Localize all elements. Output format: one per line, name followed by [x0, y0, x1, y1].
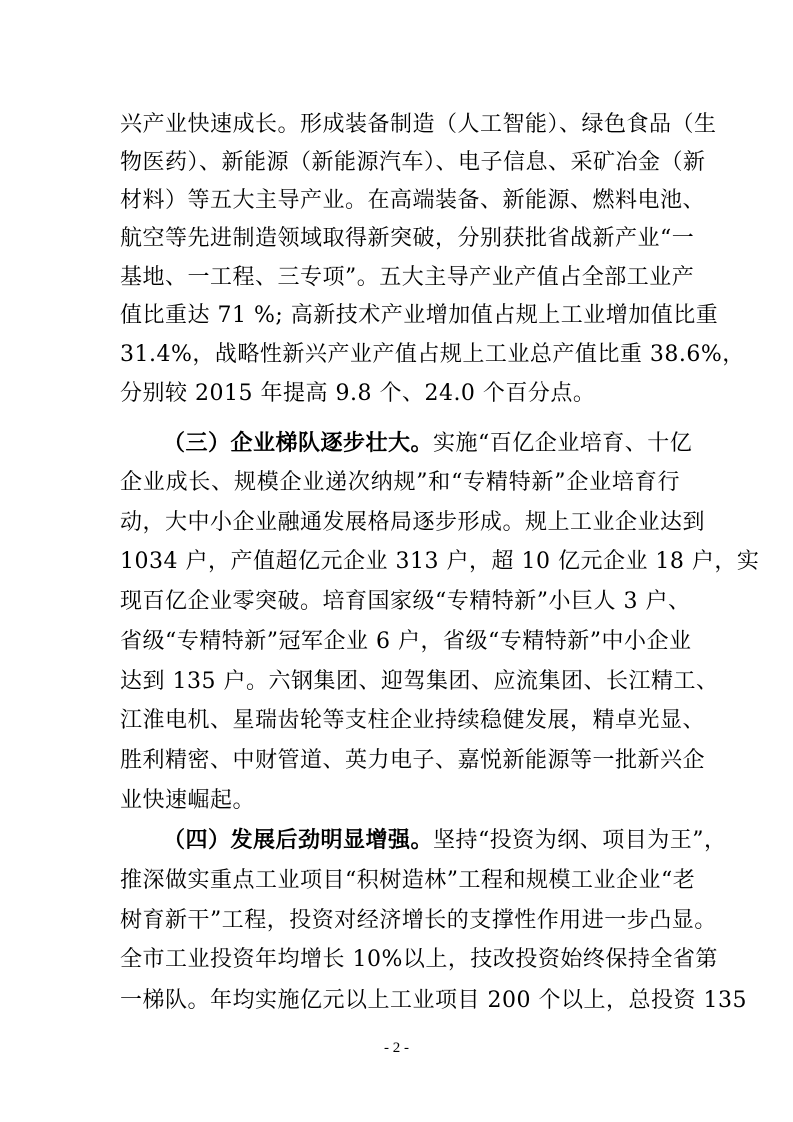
paragraph-line: 江淮电机、星瑞齿轮等支柱企业持续稳健发展，精卓光显、: [120, 708, 706, 733]
paragraph-line: 值比重达 71 %; 高新技术产业增加值占规上工业增加值比重: [120, 303, 719, 328]
paragraph-line: 企业成长、规模企业递次纳规”和“专精特新”企业培育行: [120, 470, 680, 495]
paragraph-line: 树育新干”工程，投资对经济增长的支撑性作用进一步凸显。: [120, 908, 717, 933]
paragraph-line: 一梯队。年均实施亿元以上工业项目 200 个以上，总投资 135: [120, 988, 747, 1013]
paragraph-line: 航空等先进制造领域取得新突破，分别获批省战新产业“一: [120, 226, 695, 251]
paragraph-line: 达到 135 户。六钢集团、迎驾集团、应流集团、长江精工、: [120, 669, 719, 694]
section-four-first-line: [163, 822, 727, 858]
paragraph-line: 31.4%，战略性新兴产业产值占规上工业总产值比重 38.6%，: [120, 342, 745, 367]
paragraph-line: 业快速崛起。: [120, 788, 256, 813]
paragraph-line: 兴产业快速成长。形成装备制造（人工智能）、绿色食品（生: [120, 112, 717, 137]
section-four-heading: （四）发展后劲明显增强。: [163, 827, 434, 853]
paragraph-text: 实施“百亿企业培育、十亿: [433, 431, 693, 456]
paragraph-line: 全市工业投资年均增长 10%以上，技改投资始终保持全省第: [120, 947, 718, 972]
page-number: - 2 -: [384, 1040, 409, 1056]
paragraph-line: 动，大中小企业融通发展格局逐步形成。规上工业企业达到: [120, 510, 706, 535]
paragraph-line: 材料）等五大主导产业。在高端装备、新能源、燃料电池、: [120, 188, 706, 213]
section-three-first-line: [163, 425, 693, 461]
paragraph-line: 物医药）、新能源（新能源汽车）、电子信息、采矿冶金（新: [120, 150, 706, 175]
paragraph-line: 1034 户，产值超亿元企业 313 户，超 10 亿元企业 18 户，实: [120, 549, 760, 574]
paragraph-line: 分别较 2015 年提高 9.8 个、24.0 个百分点。: [120, 381, 596, 406]
paragraph-line: 基地、一工程、三专项”。五大主导产业产值占全部工业产: [120, 265, 695, 290]
paragraph-line: 胜利精密、中财管道、英力电子、嘉悦新能源等一批新兴企: [120, 748, 706, 773]
paragraph-line: 推深做实重点工业项目“积树造林”工程和规模工业企业“老: [120, 868, 696, 893]
paragraph-text: 坚持“投资为纲、项目为王”，: [433, 828, 727, 853]
section-three-heading: （三）企业梯队逐步壮大。: [163, 430, 434, 456]
paragraph-line: 省级“专精特新”冠军企业 6 户，省级“专精特新”中小企业: [120, 629, 692, 654]
paragraph-line: 现百亿企业零突破。培育国家级“专精特新”小巨人 3 户、: [120, 589, 691, 614]
